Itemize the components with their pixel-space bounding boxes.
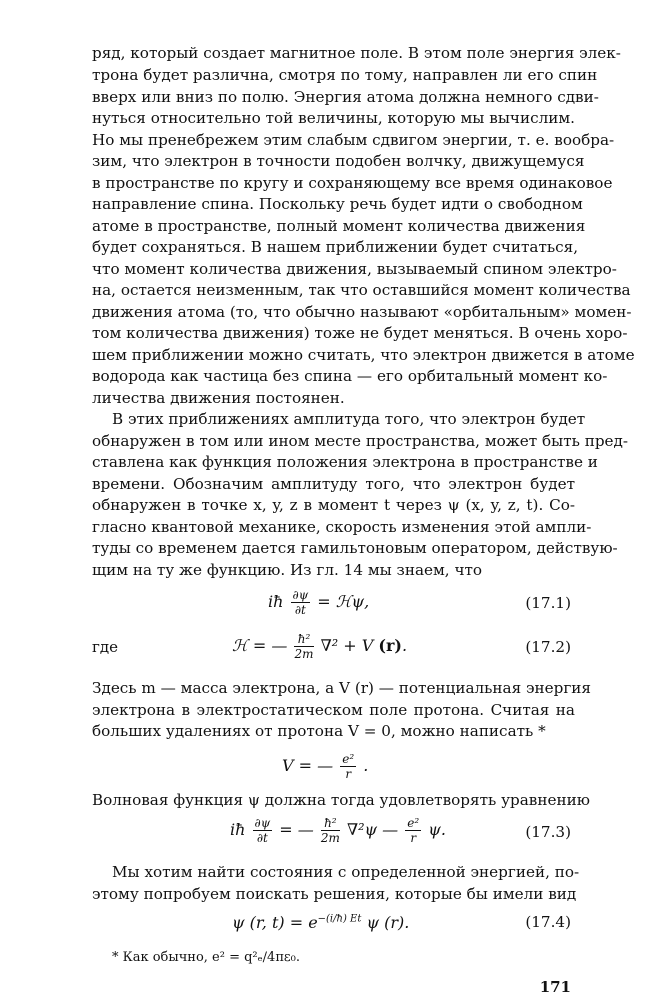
text-line: водорода как частица без спина — его орбитальный момент ко- (92, 367, 608, 385)
fraction (291, 588, 311, 617)
text-line: времени. Обозначим амплитуду того, что электрон будет (92, 475, 575, 493)
where-word: где (92, 638, 118, 656)
fraction (253, 816, 273, 845)
fraction-numerator: ħ² (321, 816, 340, 831)
text-line: что момент количества движения, вызываемый спином электро- (92, 260, 617, 278)
text-line: зим, что электрон в точности подобен волчку, движущемуся (92, 152, 585, 170)
text-line: туды со временем дается гамильтоновым оператором, действую- (92, 539, 618, 557)
eq-mid: ∇² + V (320, 636, 374, 655)
eq-mid: = — (279, 820, 314, 839)
equation-number: (17.1) (525, 594, 571, 612)
text-line: трона будет различна, смотря по тому, направлен ли его спин (92, 66, 598, 84)
page-number: 171 (539, 978, 571, 996)
text-line: щим на ту же функцию. Из гл. 14 мы знаем, что (92, 561, 483, 579)
fraction (340, 752, 356, 781)
equation-number: (17.2) (525, 638, 571, 656)
eq-lhs: V = — (282, 756, 334, 775)
text-line: в пространстве по кругу и сохраняющему все время одинаковое (92, 174, 613, 192)
eq-arg: (r) (378, 636, 402, 655)
text-line: том количества движения) тоже не будет меняться. В очень хоро- (92, 324, 628, 342)
eq-rhs: ψ (r). (366, 913, 410, 932)
equation-17-1 (268, 588, 369, 617)
text-line: обнаружен в точке x, y, z в момент t через ψ (x, y, z, t). Со- (92, 496, 575, 514)
equation-17-4 (232, 913, 409, 932)
fraction-numerator: ∂ψ (292, 588, 309, 602)
text-line: ставлена как функция положения электрона в пространстве и (92, 453, 598, 471)
text-line: электрона в электростатическом поле протона. Считая на (92, 701, 575, 719)
text-line: атоме в пространстве, полный момент количества движения (92, 217, 586, 235)
eq-lhs: iħ (268, 592, 284, 611)
eq-end: . (401, 636, 408, 655)
eq-exponent: −(i/ħ) Et (317, 913, 362, 925)
eq-lhs: ℋ = — (232, 636, 288, 655)
text-line: ряд, который создает магнитное поле. В этом поле энергия элек- (92, 44, 621, 62)
fraction-denominator: r (345, 767, 352, 781)
eq-mid: ∇²ψ — (346, 820, 399, 839)
eq-lhs: ψ (r, t) = e (232, 913, 318, 932)
paragraph-4: Волновая функция ψ должна тогда удовлетворять уравнению (92, 791, 590, 809)
footnote: * Как обычно, e² = q²ₑ/4πε₀. (112, 950, 300, 965)
text-line: личества движения постоянен. (92, 389, 345, 407)
fraction-numerator: ∂ψ (254, 816, 271, 830)
fraction (294, 632, 313, 661)
text-line: будет сохраняться. В нашем приближении будет считаться, (92, 238, 579, 256)
eq-rhs: = ℋψ, (317, 592, 370, 611)
fraction-denominator: 2m (294, 647, 314, 661)
equation-17-2 (232, 632, 407, 661)
equation-17-3 (230, 816, 446, 845)
text-line: нуться относительно той величины, которую мы вычислим. (92, 109, 575, 127)
eq-lhs: iħ (230, 820, 246, 839)
text-line: на, остается неизменным, так что оставшийся момент количества (92, 281, 631, 299)
text-line: обнаружен в том или ином месте пространства, может быть пред- (92, 432, 629, 450)
equation-number: (17.3) (525, 823, 571, 841)
equation-number: (17.4) (525, 913, 571, 931)
eq-end: . (363, 756, 369, 775)
text-line: направление спина. Поскольку речь будет идти о свободном (92, 195, 583, 213)
equation-potential (282, 752, 368, 781)
text-line: гласно квантовой механике, скорость изменения этой ампли- (92, 518, 592, 536)
text-line: шем приближении можно считать, что электрон движется в атоме (92, 346, 635, 364)
text-line: движения атома (то, что обычно называют «орбитальным» момен- (92, 303, 632, 321)
fraction-denominator: ∂t (256, 831, 268, 845)
fraction-denominator: 2m (320, 831, 340, 845)
text-line: Здесь m — масса электрона, а V (r) — потенциальная энергия (92, 679, 591, 697)
fraction-numerator: ħ² (294, 632, 313, 647)
text-line: больших удалениях от протона V = 0, можно написать * (92, 722, 546, 740)
fraction-numerator: e² (342, 752, 355, 766)
text-line: вверх или вниз по полю. Энергия атома должна немного сдви- (92, 88, 599, 106)
text-line: В этих приближениях амплитуда того, что электрон будет (112, 410, 586, 428)
fraction (321, 816, 340, 845)
text-line: Мы хотим найти состояния с определенной энергией, по- (112, 863, 580, 881)
fraction-numerator: e² (407, 816, 420, 830)
text-line: этому попробуем поискать решения, которые бы имели вид (92, 885, 577, 903)
fraction (405, 816, 421, 845)
fraction-denominator: ∂t (294, 603, 306, 617)
fraction-denominator: r (410, 831, 417, 845)
text-line: Но мы пренебрежем этим слабым сдвигом энергии, т. е. вообра- (92, 131, 615, 149)
eq-end: ψ. (428, 820, 446, 839)
